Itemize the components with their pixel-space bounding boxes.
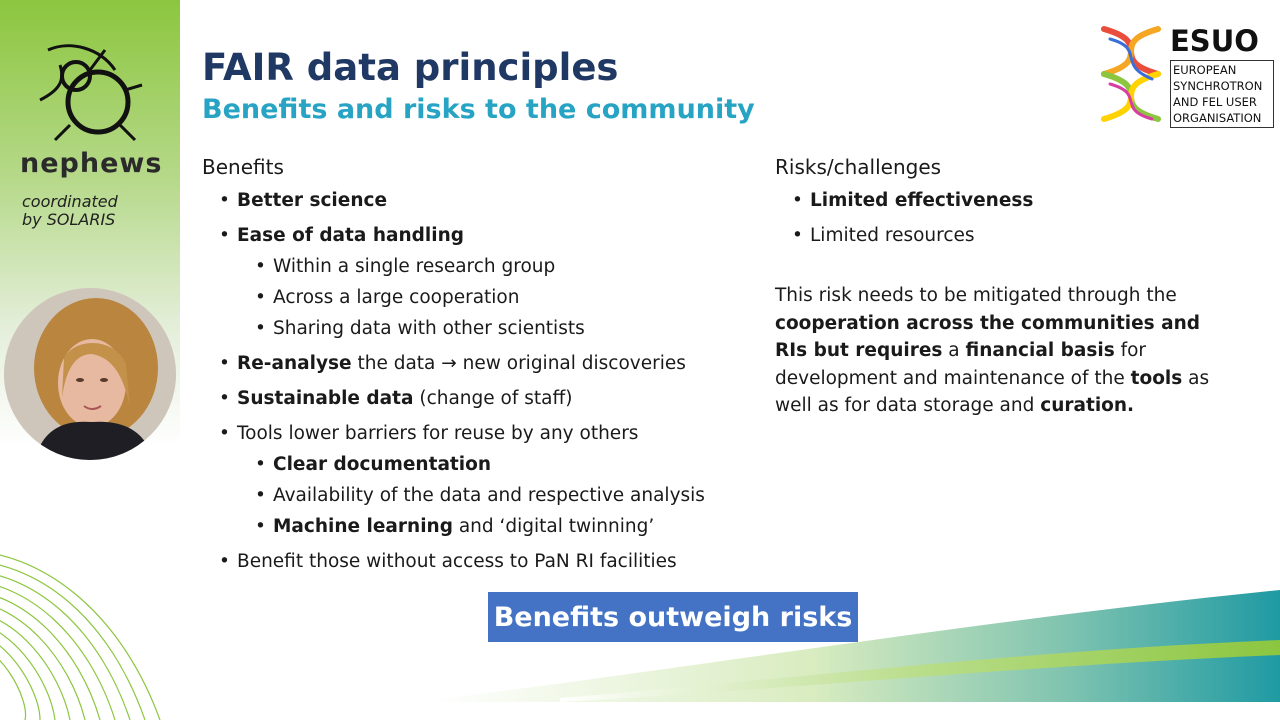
sub-list [237,255,742,341]
sub-list [237,453,742,539]
list-item [202,352,742,376]
list-item [202,387,742,411]
esuo-line3: AND FEL USER [1173,95,1257,109]
list-item [237,317,742,341]
risks-heading: Risks/challenges [775,155,942,179]
slide-title: FAIR data principles [202,46,619,89]
conclusion-banner: Benefits outweigh risks [488,592,858,642]
list-item-text: Within a single research group [273,256,556,277]
esuo-logo [1096,24,1276,128]
benefit-tools: Tools lower barriers for reuse by any others [237,423,639,444]
risk-resources: Limited resources [810,225,975,246]
speaker-video-icon [4,288,176,460]
list-item [237,453,742,477]
list-item-text: Across a large cooperation [273,287,520,308]
risk-effectiveness: Limited effectiveness [810,190,1034,211]
list-item [202,550,742,574]
list-item-text: Availability of the data and respective analysis [273,485,705,506]
list-item-text: Machine learning [273,516,453,537]
benefits-column [202,155,742,574]
list-item [237,286,742,310]
paragraph-text: This risk needs to be mitigated through the [775,285,1177,306]
paragraph-text: financial basis [965,340,1115,361]
slide-subtitle: Benefits and risks to the community [202,94,755,125]
list-item [237,484,742,508]
list-item [202,224,742,341]
esuo-line4: ORGANISATION [1173,111,1262,125]
list-item [202,422,742,539]
esuo-line1: EUROPEAN [1173,63,1237,77]
coordinated-line2: by SOLARIS [22,210,116,229]
list-item-text: and ‘digital twinning’ [452,516,655,537]
decorative-waves-icon [0,520,180,720]
brand-name: nephews [20,148,163,179]
list-item-text: Sharing data with other scientists [273,318,585,339]
coordinated-by [22,193,118,229]
risks-column [775,155,1235,420]
list-item [237,255,742,279]
sidebar [0,0,180,720]
speaker-avatar [4,288,176,460]
list-item [202,189,742,213]
risk-paragraph [775,282,1235,420]
paragraph-text: a [942,340,966,361]
benefit-access: Benefit those without access to PaN RI facilities [237,551,677,572]
list-item-text: the data → new original discoveries [351,353,686,374]
paragraph-text: cooperation across the communities and RIs but requires [775,312,1201,361]
benefit-better-science: Better science [237,190,387,211]
benefits-heading: Benefits [202,155,284,179]
esuo-fullname [1170,60,1274,128]
esuo-line2: SYNCHROTRON [1173,79,1263,93]
paragraph-text: curation. [1040,395,1135,416]
list-item [775,224,1235,248]
benefits-list [202,189,742,574]
esuo-name: ESUO [1170,24,1259,58]
coordinated-line1: coordinated [22,192,118,211]
paragraph-text: tools [1130,367,1183,389]
list-item [237,515,742,539]
paragraph-text: as well as for data storage and [775,367,1210,416]
paragraph-text: for development and maintenance of the [775,340,1147,389]
list-item [775,189,1235,213]
benefit-ease-of-data: Ease of data handling [237,225,464,246]
list-item-text: (change of staff) [413,388,573,409]
risks-list [775,189,1235,248]
nephews-logo-icon [30,40,150,150]
benefit-sustainable: Sustainable data [237,388,414,409]
dna-helix-icon [1096,24,1166,124]
benefit-reanalyse: Re-analyse [237,353,352,374]
list-item-text: Clear documentation [273,454,491,475]
